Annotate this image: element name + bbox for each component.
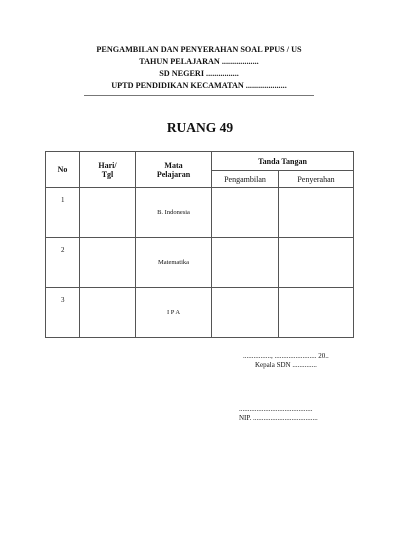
header-academic-year: TAHUN PELAJARAN ..................: [139, 57, 259, 66]
col-header-handover: Penyerahan: [279, 171, 354, 188]
table-row: [46, 288, 354, 338]
room-title: RUANG 49: [166, 120, 234, 135]
header-district: UPTD PENDIDIKAN KECAMATAN ....................: [111, 81, 287, 90]
table-header-row: [46, 152, 354, 171]
table-row: [46, 238, 354, 288]
day-cell: [80, 288, 136, 338]
subject-cell: I P A: [136, 288, 212, 338]
pickup-signature-cell: [212, 288, 279, 338]
signature-line: ..........................................: [239, 405, 313, 413]
header-divider: [84, 95, 314, 96]
col-header-subject: Mata Pelajaran: [136, 152, 212, 188]
subject-cell: Matematika: [136, 238, 212, 288]
row-number: 3: [46, 288, 80, 338]
document-header: [84, 44, 314, 92]
day-cell: [80, 188, 136, 238]
subject-cell: B. Indonesia: [136, 188, 212, 238]
row-number: 1: [46, 188, 80, 238]
day-cell: [80, 238, 136, 288]
nip-line: NIP. .....................................: [239, 414, 318, 422]
row-number: 2: [46, 238, 80, 288]
pickup-signature-cell: [212, 188, 279, 238]
handover-signature-cell: [279, 188, 354, 238]
header-school: SD NEGERI ................: [159, 69, 239, 78]
handover-signature-cell: [279, 238, 354, 288]
pickup-signature-cell: [212, 238, 279, 288]
exam-handover-table: [45, 151, 354, 338]
col-header-signature: Tanda Tangan: [212, 152, 354, 171]
place-date-line: ................, ........................ 20..: [243, 352, 329, 360]
col-header-no: No: [46, 152, 80, 188]
principal-title: Kepala SDN ..............: [255, 361, 317, 369]
col-header-day: Hari/ Tgl: [80, 152, 136, 188]
table-row: [46, 188, 354, 238]
header-title: PENGAMBILAN DAN PENYERAHAN SOAL PPUS / US: [96, 45, 302, 54]
handover-signature-cell: [279, 288, 354, 338]
col-header-pickup: Pengambilan: [212, 171, 279, 188]
